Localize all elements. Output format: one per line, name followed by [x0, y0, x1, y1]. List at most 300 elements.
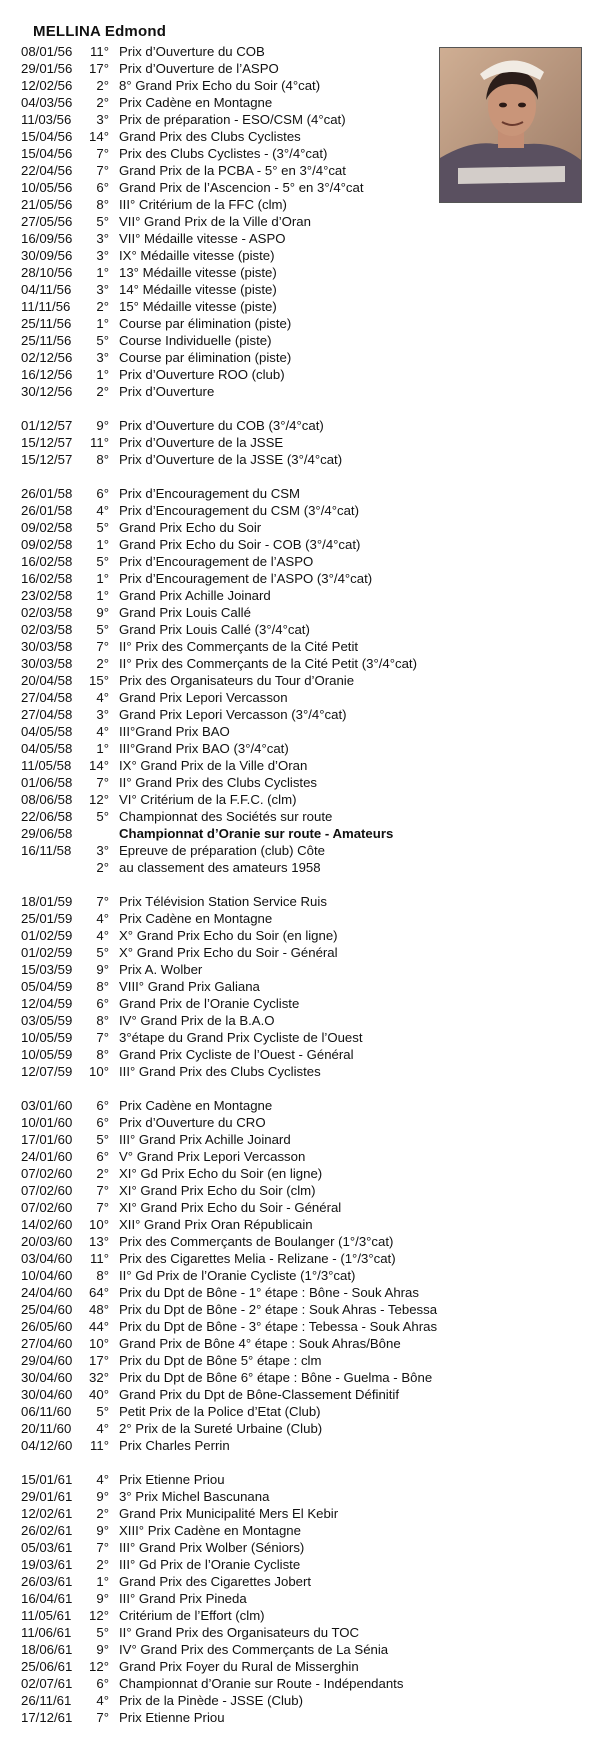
- result-date: 19/03/61: [21, 1557, 73, 1572]
- result-event: Prix d’Ouverture: [119, 384, 215, 399]
- result-date: 01/02/59: [21, 945, 73, 960]
- result-date: 15/12/57: [21, 452, 73, 467]
- result-row: [0, 247, 595, 264]
- result-row: [0, 672, 595, 689]
- result-event: Critérium de l’Effort (clm): [119, 1608, 265, 1623]
- result-event: Prix du Dpt de Bône - 2° étape : Souk Ahras - Tebessa: [119, 1302, 438, 1317]
- result-place: 5°: [96, 1625, 109, 1640]
- result-place: 2°: [96, 78, 109, 93]
- result-row: [0, 1539, 595, 1556]
- result-row: [0, 621, 595, 638]
- result-place: 2°: [96, 95, 109, 110]
- result-event: 8° Grand Prix Echo du Soir (4°cat): [119, 78, 321, 93]
- result-date: 10/01/60: [21, 1115, 73, 1130]
- result-place: 4°: [96, 1472, 109, 1487]
- result-row: [0, 927, 595, 944]
- result-date: 22/06/58: [21, 809, 73, 824]
- result-date: 18/06/61: [21, 1642, 73, 1657]
- result-date: 27/04/60: [21, 1336, 73, 1351]
- result-date: 16/11/58: [21, 843, 72, 858]
- result-place: 7°: [96, 1200, 109, 1215]
- page-title: MELLINA Edmond: [33, 23, 167, 40]
- result-event: III° Critérium de la FFC (clm): [119, 197, 287, 212]
- result-event: Grand Prix des Cigarettes Jobert: [119, 1574, 312, 1589]
- result-row: [0, 179, 595, 196]
- result-place: 6°: [96, 1115, 109, 1130]
- result-date: 09/02/58: [21, 537, 73, 552]
- result-event: II° Grand Prix des Organisateurs du TOC: [119, 1625, 360, 1640]
- result-row: [0, 264, 595, 281]
- result-event: III° Grand Prix des Clubs Cyclistes: [119, 1064, 321, 1079]
- result-place: 11°: [90, 1438, 109, 1453]
- result-place: 4°: [96, 690, 109, 705]
- result-row: [0, 1641, 595, 1658]
- result-place: 44°: [89, 1319, 109, 1334]
- result-place: 9°: [96, 962, 109, 977]
- result-date: 03/05/59: [21, 1013, 73, 1028]
- result-place: 15°: [89, 673, 109, 688]
- result-place: 4°: [96, 724, 109, 739]
- result-row: [0, 519, 595, 536]
- result-event: Prix d’Ouverture de l’ASPO: [119, 61, 279, 76]
- result-date: 01/02/59: [21, 928, 73, 943]
- result-place: 3°: [96, 112, 109, 127]
- result-row: [0, 1505, 595, 1522]
- result-row: [0, 349, 595, 366]
- result-place: 1°: [96, 741, 109, 756]
- result-date: 06/11/60: [21, 1404, 72, 1419]
- result-place: 1°: [96, 265, 109, 280]
- result-event: Prix du Dpt de Bône - 1° étape : Bône - Souk Ahras: [119, 1285, 419, 1300]
- result-event: XII° Grand Prix Oran Républicain: [119, 1217, 313, 1232]
- result-event: III°Grand Prix BAO: [119, 724, 230, 739]
- result-date: 07/02/60: [21, 1183, 73, 1198]
- result-place: 2°: [96, 656, 109, 671]
- result-place: 4°: [96, 1421, 109, 1436]
- result-date: 24/01/60: [21, 1149, 73, 1164]
- result-date: 28/10/56: [21, 265, 73, 280]
- result-place: 13°: [89, 1234, 109, 1249]
- result-event: Championnat des Sociétés sur route: [119, 809, 333, 824]
- result-place: 5°: [96, 1404, 109, 1419]
- result-date: 16/02/58: [21, 571, 73, 586]
- result-row: [0, 1301, 595, 1318]
- result-event: Grand Prix Louis Callé: [119, 605, 251, 620]
- result-place: 7°: [96, 775, 109, 790]
- result-date: 16/04/61: [21, 1591, 73, 1606]
- result-row: [0, 995, 595, 1012]
- result-event: III° Grand Prix Achille Joinard: [119, 1132, 291, 1147]
- result-row: [0, 757, 595, 774]
- result-row: [0, 1471, 595, 1488]
- result-event: Prix du Dpt de Bône 6° étape : Bône - Guelma - Bône: [119, 1370, 433, 1385]
- result-row: [0, 1335, 595, 1352]
- result-place: 12°: [89, 1659, 109, 1674]
- result-date: 25/01/59: [21, 911, 73, 926]
- result-date: 04/05/58: [21, 724, 73, 739]
- result-event: Prix d’Encouragement du CSM (3°/4°cat): [119, 503, 359, 518]
- result-event: Prix Charles Perrin: [119, 1438, 230, 1453]
- result-row: [0, 808, 595, 825]
- result-row: [0, 128, 595, 145]
- result-event: VIII° Grand Prix Galiana: [119, 979, 260, 994]
- result-date: 17/01/60: [21, 1132, 73, 1147]
- result-row: [0, 706, 595, 723]
- result-row: [0, 893, 595, 910]
- result-place: 5°: [96, 333, 109, 348]
- result-place: 7°: [96, 1710, 109, 1725]
- result-event: Prix d’Encouragement de l’ASPO: [119, 554, 314, 569]
- result-event: III° Gd Prix de l’Oranie Cycliste: [119, 1557, 301, 1572]
- result-place: 7°: [96, 894, 109, 909]
- result-date: 15/03/59: [21, 962, 73, 977]
- result-place: 1°: [96, 1574, 109, 1589]
- result-date: 03/01/60: [21, 1098, 73, 1113]
- result-place: 8°: [96, 1268, 109, 1283]
- result-row: [0, 230, 595, 247]
- result-place: 2°: [96, 1506, 109, 1521]
- result-date: 12/07/59: [21, 1064, 73, 1079]
- result-date: 04/11/56: [21, 282, 72, 297]
- result-row: [0, 1046, 595, 1063]
- result-date: 16/02/58: [21, 554, 73, 569]
- result-date: 15/01/61: [21, 1472, 73, 1487]
- result-date: 10/05/56: [21, 180, 73, 195]
- result-date: 15/12/57: [21, 435, 73, 450]
- result-event: IX° Médaille vitesse (piste): [119, 248, 275, 263]
- result-date: 11/05/58: [21, 758, 72, 773]
- result-row: [0, 1420, 595, 1437]
- result-event: Epreuve de préparation (club) Côte: [119, 843, 325, 858]
- result-place: 3°: [96, 231, 109, 246]
- result-date: 02/12/56: [21, 350, 73, 365]
- result-row: [0, 366, 595, 383]
- result-date: 20/04/58: [21, 673, 73, 688]
- result-place: 3°: [96, 707, 109, 722]
- result-event: Prix d’Ouverture du COB (3°/4°cat): [119, 418, 324, 433]
- result-date: 22/04/56: [21, 163, 73, 178]
- result-date: 30/12/56: [21, 384, 73, 399]
- result-event: Prix d’Ouverture ROO (club): [119, 367, 285, 382]
- result-place: 3°: [96, 843, 109, 858]
- result-event: IV° Grand Prix des Commerçants de La Sénia: [119, 1642, 389, 1657]
- result-date: 27/05/56: [21, 214, 73, 229]
- result-event: III° Grand Prix Pineda: [119, 1591, 247, 1606]
- result-place: 7°: [96, 146, 109, 161]
- result-place: 5°: [96, 520, 109, 535]
- result-place: 9°: [96, 605, 109, 620]
- result-date: 26/01/58: [21, 486, 73, 501]
- result-place: 6°: [96, 486, 109, 501]
- result-date: 23/02/58: [21, 588, 73, 603]
- result-event: Course Individuelle (piste): [119, 333, 272, 348]
- result-event: II° Prix des Commerçants de la Cité Petit (3°/4°cat): [119, 656, 417, 671]
- section-spacer: [0, 468, 595, 485]
- result-place: 7°: [96, 639, 109, 654]
- result-row: [0, 1675, 595, 1692]
- result-date: 04/05/58: [21, 741, 73, 756]
- result-row: [0, 77, 595, 94]
- result-place: 9°: [96, 1591, 109, 1606]
- result-place: 48°: [89, 1302, 109, 1317]
- result-date: 29/06/58: [21, 826, 73, 841]
- result-place: 6°: [96, 996, 109, 1011]
- result-place: 6°: [96, 1098, 109, 1113]
- result-row: [0, 1369, 595, 1386]
- result-place: 7°: [96, 1540, 109, 1555]
- result-event: Grand Prix Lepori Vercasson (3°/4°cat): [119, 707, 347, 722]
- result-place: 5°: [96, 622, 109, 637]
- result-place: 6°: [96, 1149, 109, 1164]
- result-event: Prix d’Ouverture de la JSSE (3°/4°cat): [119, 452, 343, 467]
- result-date: 29/01/56: [21, 61, 73, 76]
- result-row: [0, 825, 595, 842]
- result-event: Grand Prix Louis Callé (3°/4°cat): [119, 622, 310, 637]
- result-row: [0, 434, 595, 451]
- result-event: Prix d’Ouverture de la JSSE: [119, 435, 284, 450]
- result-event: Prix de la Pinède - JSSE (Club): [119, 1693, 303, 1708]
- result-row: [0, 485, 595, 502]
- result-date: 15/04/56: [21, 146, 73, 161]
- result-row: [0, 213, 595, 230]
- result-event: Course par élimination (piste): [119, 316, 292, 331]
- result-place: 2°: [96, 860, 109, 875]
- result-place: 5°: [96, 214, 109, 229]
- result-date: 08/06/58: [21, 792, 73, 807]
- result-place: 11°: [90, 1251, 109, 1266]
- result-date: 29/01/61: [21, 1489, 73, 1504]
- result-row: [0, 1029, 595, 1046]
- result-event: Grand Prix de la PCBA - 5° en 3°/4°cat: [119, 163, 346, 178]
- result-date: 15/04/56: [21, 129, 73, 144]
- result-event: IV° Grand Prix de la B.A.O: [119, 1013, 275, 1028]
- result-row: [0, 502, 595, 519]
- result-date: 03/04/60: [21, 1251, 73, 1266]
- result-event: Prix des Clubs Cyclistes - (3°/4°cat): [119, 146, 328, 161]
- result-place: 7°: [96, 1030, 109, 1045]
- result-row: [0, 723, 595, 740]
- result-date: 01/12/57: [21, 418, 73, 433]
- result-place: 2°: [96, 299, 109, 314]
- result-date: 04/03/56: [21, 95, 73, 110]
- result-place: 7°: [96, 1183, 109, 1198]
- result-date: 11/11/56: [21, 299, 71, 314]
- result-date: 05/04/59: [21, 979, 73, 994]
- result-row: [0, 1318, 595, 1335]
- result-place: 6°: [96, 180, 109, 195]
- result-event: Grand Prix des Clubs Cyclistes: [119, 129, 301, 144]
- section-spacer: [0, 876, 595, 893]
- result-date: 11/03/56: [21, 112, 72, 127]
- result-place: 4°: [96, 503, 109, 518]
- result-event: Petit Prix de la Police d’Etat (Club): [119, 1404, 321, 1419]
- result-event: 13° Médaille vitesse (piste): [119, 265, 277, 280]
- result-place: 11°: [90, 435, 109, 450]
- result-event: XI° Grand Prix Echo du Soir - Général: [119, 1200, 342, 1215]
- result-event: Prix Cadène en Montagne: [119, 95, 273, 110]
- result-event: 2° Prix de la Sureté Urbaine (Club): [119, 1421, 323, 1436]
- result-event: Grand Prix Achille Joinard: [119, 588, 271, 603]
- result-date: 12/04/59: [21, 996, 73, 1011]
- result-date: 17/12/61: [21, 1710, 73, 1725]
- result-date: 25/04/60: [21, 1302, 73, 1317]
- result-row: [0, 1488, 595, 1505]
- result-event: Grand Prix Municipalité Mers El Kebir: [119, 1506, 339, 1521]
- result-event: Grand Prix Lepori Vercasson: [119, 690, 288, 705]
- result-date: 16/09/56: [21, 231, 73, 246]
- result-event: Prix d’Encouragement de l’ASPO (3°/4°cat): [119, 571, 373, 586]
- result-place: 10°: [89, 1064, 109, 1079]
- result-date: 26/03/61: [21, 1574, 73, 1589]
- result-row: [0, 1216, 595, 1233]
- result-row: [0, 383, 595, 400]
- result-event: 3° Prix Michel Bascunana: [119, 1489, 270, 1504]
- result-place: 3°: [96, 282, 109, 297]
- result-row: [0, 655, 595, 672]
- result-date: 10/04/60: [21, 1268, 73, 1283]
- result-event: XI° Gd Prix Echo du Soir (en ligne): [119, 1166, 323, 1181]
- result-row: [0, 910, 595, 927]
- result-event: II° Gd Prix de l’Oranie Cycliste (1°/3°cat): [119, 1268, 356, 1283]
- result-place: 2°: [96, 384, 109, 399]
- result-event: Grand Prix de l’Oranie Cycliste: [119, 996, 300, 1011]
- result-place: 9°: [96, 418, 109, 433]
- result-date: 24/04/60: [21, 1285, 73, 1300]
- result-date: 10/05/59: [21, 1030, 73, 1045]
- result-event: X° Grand Prix Echo du Soir (en ligne): [119, 928, 338, 943]
- result-place: 1°: [96, 367, 109, 382]
- result-date: 14/02/60: [21, 1217, 73, 1232]
- result-event: Championnat d’Oranie sur route - Amateurs: [119, 826, 394, 841]
- result-event: 3°étape du Grand Prix Cycliste de l’Ouest: [119, 1030, 363, 1045]
- result-row: [0, 298, 595, 315]
- results-list: [0, 43, 595, 1726]
- result-place: 10°: [89, 1217, 109, 1232]
- result-event: III°Grand Prix BAO (3°/4°cat): [119, 741, 289, 756]
- result-place: 3°: [96, 248, 109, 263]
- result-date: 20/11/60: [21, 1421, 72, 1436]
- result-place: 4°: [96, 911, 109, 926]
- result-row: [0, 1199, 595, 1216]
- result-row: [0, 1114, 595, 1131]
- result-date: 07/02/60: [21, 1166, 73, 1181]
- result-date: 26/05/60: [21, 1319, 73, 1334]
- result-place: 5°: [96, 809, 109, 824]
- result-event: Championnat d’Oranie sur Route - Indépendants: [119, 1676, 404, 1691]
- result-date: 30/04/60: [21, 1387, 73, 1402]
- result-place: 8°: [96, 979, 109, 994]
- result-date: 25/06/61: [21, 1659, 73, 1674]
- result-row: [0, 315, 595, 332]
- result-date: 05/03/61: [21, 1540, 73, 1555]
- result-place: 7°: [96, 163, 109, 178]
- result-row: [0, 60, 595, 77]
- result-row: [0, 94, 595, 111]
- result-place: 8°: [96, 452, 109, 467]
- result-row: [0, 791, 595, 808]
- result-row: [0, 978, 595, 995]
- result-event: 15° Médaille vitesse (piste): [119, 299, 277, 314]
- result-event: Prix Etienne Priou: [119, 1710, 225, 1725]
- result-event: Prix Cadène en Montagne: [119, 911, 273, 926]
- result-event: Grand Prix Echo du Soir - COB (3°/4°cat): [119, 537, 361, 552]
- result-place: 14°: [89, 129, 109, 144]
- result-event: Course par élimination (piste): [119, 350, 292, 365]
- result-date: 20/03/60: [21, 1234, 73, 1249]
- result-row: [0, 859, 595, 876]
- result-place: 5°: [96, 1132, 109, 1147]
- result-event: Prix des Cigarettes Melia - Relizane - (1°/3°cat): [119, 1251, 396, 1266]
- result-place: 9°: [96, 1489, 109, 1504]
- result-row: [0, 638, 595, 655]
- result-row: [0, 1709, 595, 1726]
- result-row: [0, 961, 595, 978]
- result-row: [0, 162, 595, 179]
- result-place: 11°: [90, 44, 109, 59]
- result-event: au classement des amateurs 1958: [119, 860, 321, 875]
- result-date: 27/04/58: [21, 690, 73, 705]
- result-event: Grand Prix Cycliste de l’Ouest - Général: [119, 1047, 354, 1062]
- result-place: 2°: [96, 1557, 109, 1572]
- result-place: 17°: [89, 61, 109, 76]
- result-date: 29/04/60: [21, 1353, 73, 1368]
- result-row: [0, 1692, 595, 1709]
- result-row: [0, 774, 595, 791]
- result-event: Grand Prix de Bône 4° étape : Souk Ahras/Bône: [119, 1336, 401, 1351]
- result-event: Prix du Dpt de Bône 5° étape : clm: [119, 1353, 322, 1368]
- result-date: 30/03/58: [21, 639, 73, 654]
- result-date: 16/12/56: [21, 367, 73, 382]
- result-date: 11/06/61: [21, 1625, 72, 1640]
- result-event: Prix Etienne Priou: [119, 1472, 225, 1487]
- result-event: Prix des Organisateurs du Tour d’Oranie: [119, 673, 355, 688]
- result-row: [0, 553, 595, 570]
- result-place: 9°: [96, 1523, 109, 1538]
- result-row: [0, 417, 595, 434]
- result-event: 14° Médaille vitesse (piste): [119, 282, 277, 297]
- result-row: [0, 944, 595, 961]
- result-row: [0, 570, 595, 587]
- result-date: 26/02/61: [21, 1523, 73, 1538]
- result-row: [0, 1097, 595, 1114]
- result-row: [0, 1573, 595, 1590]
- result-place: 2°: [96, 1166, 109, 1181]
- result-place: 1°: [96, 537, 109, 552]
- result-date: 11/05/61: [21, 1608, 72, 1623]
- result-date: 09/02/58: [21, 520, 73, 535]
- result-date: 26/01/58: [21, 503, 73, 518]
- result-place: 1°: [96, 588, 109, 603]
- result-place: 4°: [96, 1693, 109, 1708]
- result-row: [0, 281, 595, 298]
- result-place: 1°: [96, 571, 109, 586]
- result-row: [0, 1386, 595, 1403]
- result-row: [0, 451, 595, 468]
- result-place: 5°: [96, 945, 109, 960]
- result-place: 12°: [89, 792, 109, 807]
- result-row: [0, 1165, 595, 1182]
- result-event: VI° Critérium de la F.F.C. (clm): [119, 792, 297, 807]
- result-event: Prix d’Ouverture du CRO: [119, 1115, 266, 1130]
- result-row: [0, 1063, 595, 1080]
- result-row: [0, 1148, 595, 1165]
- result-date: 30/04/60: [21, 1370, 73, 1385]
- result-date: 30/09/56: [21, 248, 73, 263]
- result-row: [0, 1437, 595, 1454]
- result-date: 21/05/56: [21, 197, 73, 212]
- result-place: 8°: [96, 1013, 109, 1028]
- result-event: Prix de préparation - ESO/CSM (4°cat): [119, 112, 346, 127]
